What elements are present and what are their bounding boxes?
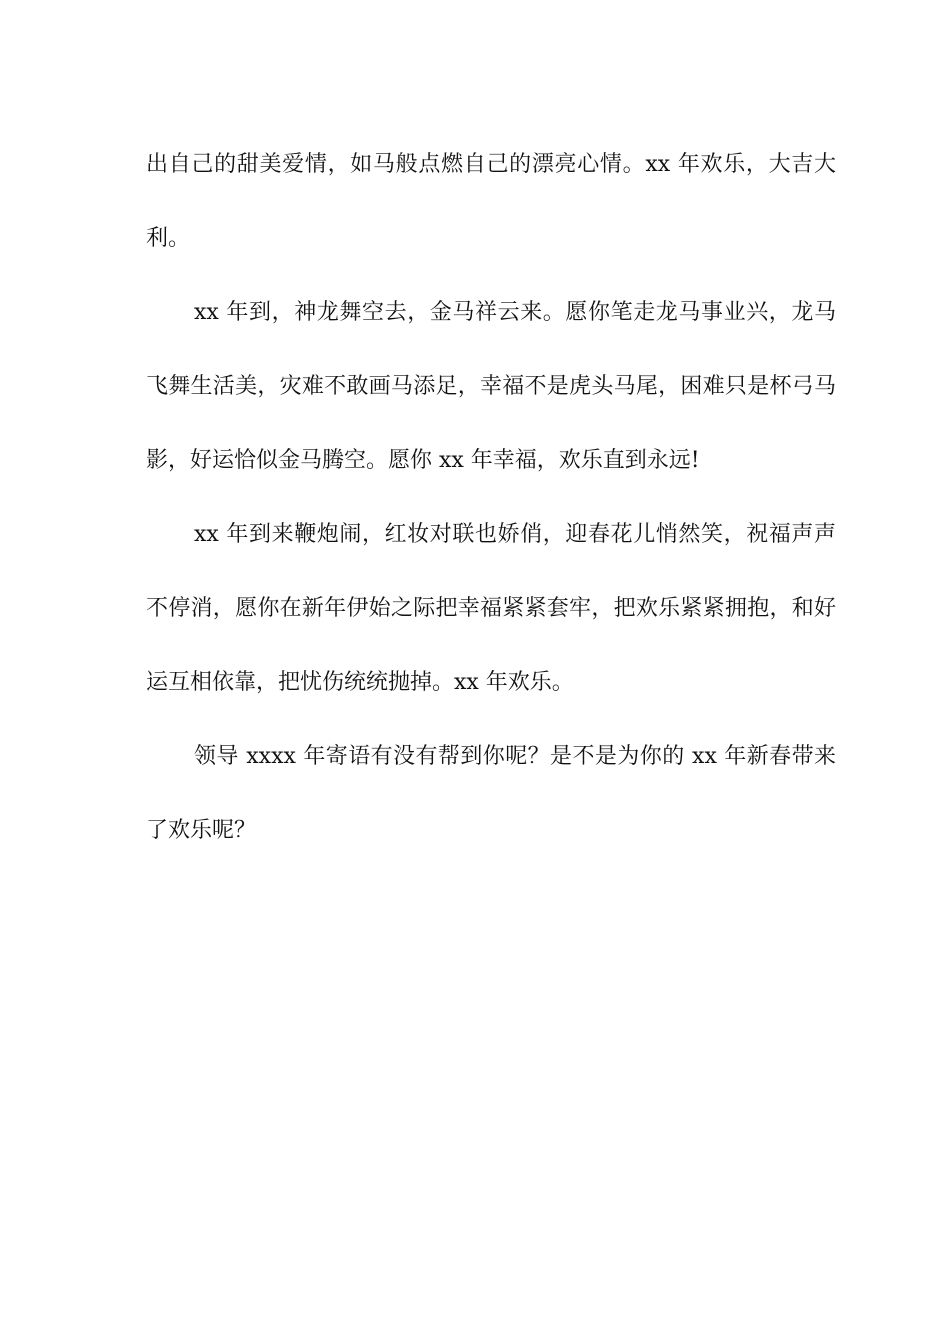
paragraph-3: xx 年到来鞭炮闹，红妆对联也娇俏，迎春花儿悄然笑，祝福声声不停消，愿你在新年伊始之际把幸福紧紧套牢，把欢乐紧紧拥抱，和好运互相依靠，把忧伤统统抛掉。xx 年欢乐。 xyxy=(146,522,836,695)
paragraph-1: 出自己的甜美爱情，如马般点燃自己的漂亮心情。xx 年欢乐，大吉大利。 xyxy=(146,152,836,251)
paragraph-4: 领导 xxxx 年寄语有没有帮到你呢？是不是为你的 xx 年新春带来了欢乐呢？ xyxy=(146,744,836,843)
document-body xyxy=(146,128,836,868)
paragraph-2: xx 年到，神龙舞空去，金马祥云来。愿你笔走龙马事业兴，龙马飞舞生活美，灾难不敢画马添足，幸福不是虎头马尾，困难只是杯弓马影，好运恰似金马腾空。愿你 xx 年幸福，欢乐直到永远! xyxy=(146,300,836,473)
